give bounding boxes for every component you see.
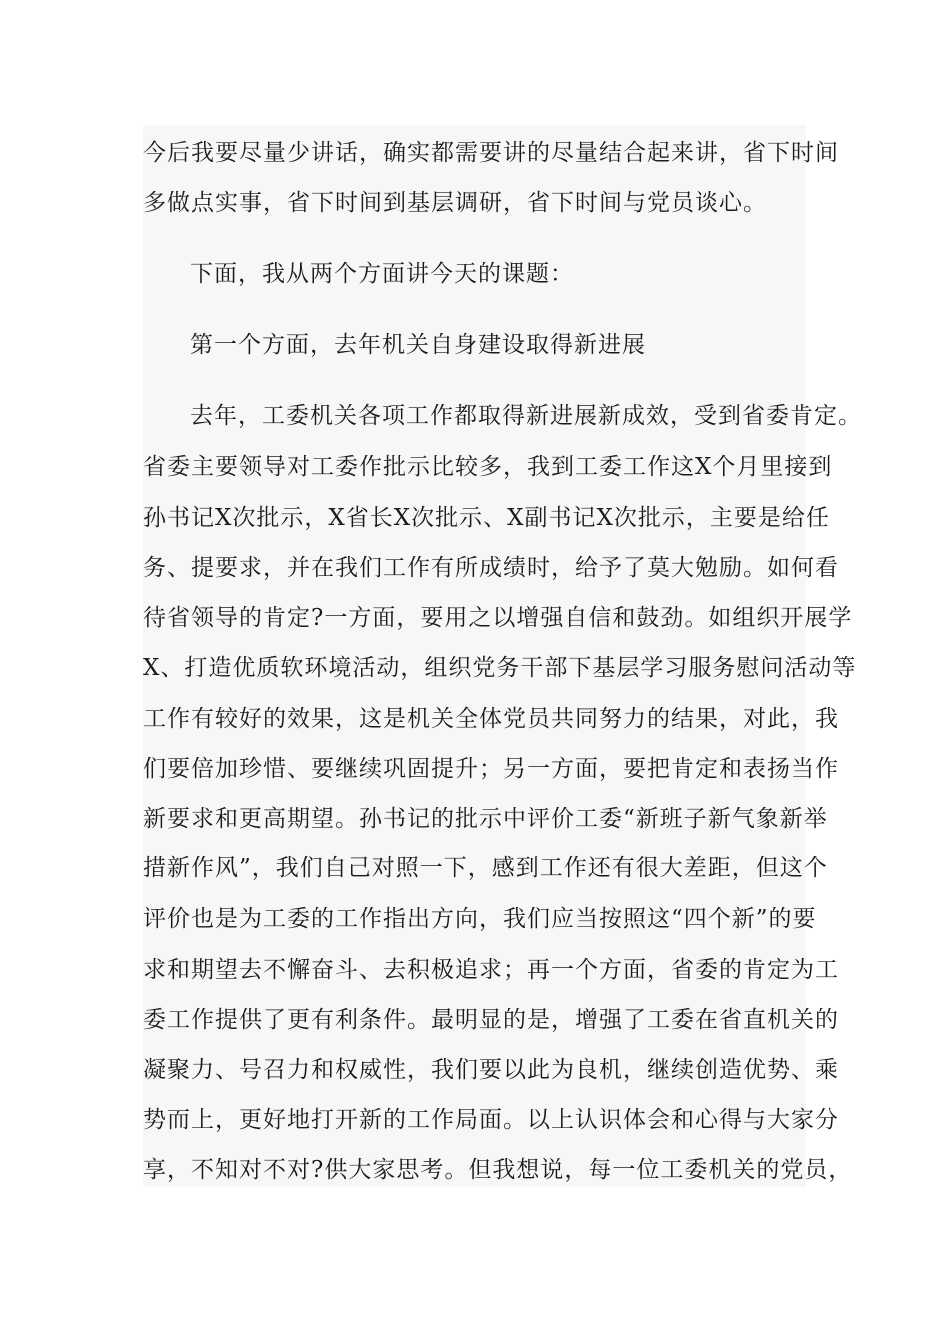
text-line: 省委主要领导对工委作批示比较多，我到工委工作这X个月里接到 (143, 454, 833, 480)
text-line: 享，不知对不对?供大家思考。但我想说，每一位工委机关的党员， (143, 1157, 853, 1183)
text-line: 委工作提供了更有利条件。最明显的是，增强了工委在省直机关的 (143, 1007, 839, 1033)
text-line: 措新作风”，我们自己对照一下，感到工作还有很大差距，但这个 (143, 855, 828, 881)
text-line: 工作有较好的效果，这是机关全体党员共同努力的结果，对此，我 (143, 706, 839, 732)
section-heading: 第一个方面，去年机关自身建设取得新进展 (190, 332, 646, 358)
text-line: 多做点实事，省下时间到基层调研，省下时间与党员谈心。 (143, 190, 767, 216)
text-line: 新要求和更高期望。孙书记的批示中评价工委“新班子新气象新举 (143, 806, 828, 832)
text-line: 今后我要尽量少讲话，确实都需要讲的尽量结合起来讲，省下时间 (143, 140, 839, 166)
text-line: 们要倍加珍惜、要继续巩固提升；另一方面，要把肯定和表扬当作 (143, 756, 839, 782)
document-body (143, 125, 862, 1187)
text-line: 评价也是为工委的工作指出方向，我们应当按照这“四个新”的要 (143, 906, 817, 932)
text-line: 待省领导的肯定?一方面，要用之以增强自信和鼓劲。如组织开展学 (143, 605, 853, 631)
text-line: 下面，我从两个方面讲今天的课题： (190, 261, 574, 287)
text-line: 凝聚力、号召力和权威性，我们要以此为良机，继续创造优势、乘 (143, 1057, 839, 1083)
text-line: 孙书记X次批示，X省长X次批示、X副书记X次批示，主要是给任 (143, 505, 830, 531)
text-line: 势而上，更好地打开新的工作局面。以上认识体会和心得与大家分 (143, 1107, 839, 1133)
text-line: 求和期望去不懈奋斗、去积极追求；再一个方面，省委的肯定为工 (143, 957, 839, 983)
text-line: 务、提要求，并在我们工作有所成绩时，给予了莫大勉励。如何看 (143, 555, 839, 581)
text-line: X、打造优质软环境活动，组织党务干部下基层学习服务慰问活动等 (143, 655, 857, 681)
text-line: 去年，工委机关各项工作都取得新进展新成效，受到省委肯定。 (190, 403, 862, 429)
